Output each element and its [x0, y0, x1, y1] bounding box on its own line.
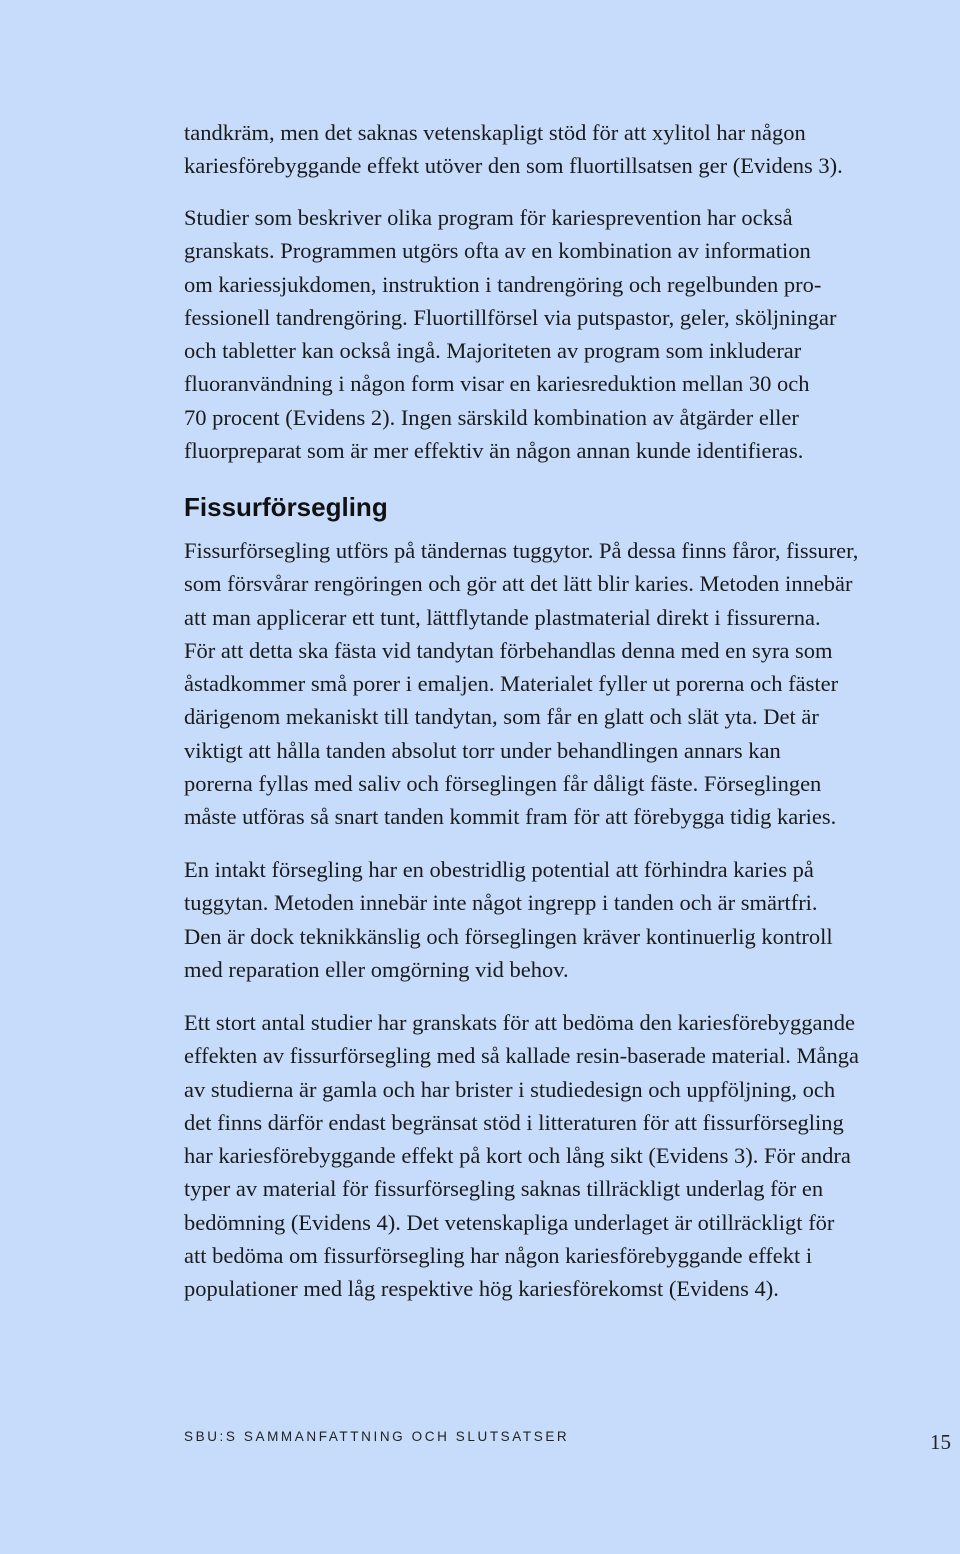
- text-line: effekten av fissurförsegling med så kallade resin-baserade material. Många: [184, 1043, 859, 1069]
- text-line: bedömning (Evidens 4). Det vetenskapliga underlaget är otillräckligt för: [184, 1209, 835, 1235]
- text-line: fluorpreparat som är mer effektiv än någon annan kunde identifieras.: [184, 438, 804, 464]
- running-footer-title: SBU:S SAMMANFATTNING OCH SLUTSATSER: [184, 1429, 570, 1444]
- text-line: För att detta ska fästa vid tandytan förbehandlas denna med en syra som: [184, 637, 833, 663]
- text-line: Studier som beskriver olika program för kariesprevention har också: [184, 205, 793, 230]
- text-line: porerna fyllas med saliv och förseglingen får dåligt fäste. Förseglingen: [184, 771, 822, 797]
- paragraph-studies-evidence: [184, 1006, 954, 1306]
- text-line: av studierna är gamla och har brister i studiedesign och uppföljning, och: [184, 1076, 836, 1102]
- text-line: Den är dock teknikkänslig och förseglingen kräver kontinuerlig kontroll: [184, 923, 833, 949]
- text-line: därigenom mekaniskt till tandytan, som får en glatt och slät yta. Det är: [184, 704, 819, 730]
- text-line: om kariessjukdomen, instruktion i tandrengöring och regelbunden pro-: [184, 271, 822, 297]
- text-line: med reparation eller omgörning vid behov.: [184, 956, 569, 982]
- text-line: fluoranvändning i någon form visar en kariesreduktion mellan 30 och: [184, 371, 810, 397]
- paragraph-fissure-sealing-method: [184, 534, 954, 834]
- text-line: Fissurförsegling utförs på tändernas tuggytor. På dessa finns fåror, fissurer,: [184, 538, 859, 563]
- text-line: populationer med låg respektive hög kariesförekomst (Evidens 4).: [184, 1276, 779, 1302]
- page-number: 15: [930, 1430, 951, 1454]
- text-line: En intakt försegling har en obestridlig potential att förhindra karies på: [184, 857, 814, 882]
- text-line: måste utföras så snart tanden kommit fram för att förebygga tidig karies.: [184, 804, 837, 830]
- text-line: viktigt att hålla tanden absolut torr under behandlingen annars kan: [184, 737, 781, 763]
- text-line: tandkräm, men det saknas vetenskapligt stöd för att xylitol har någon: [184, 120, 806, 145]
- text-line: Ett stort antal studier har granskats för att bedöma den kariesförebyggande: [184, 1010, 856, 1035]
- text-line: granskats. Programmen utgörs ofta av en kombination av information: [184, 238, 811, 264]
- paragraph-prevention-programs: [184, 201, 954, 467]
- text-line: fessionell tandrengöring. Fluortillförsel via putspastor, geler, sköljningar: [184, 304, 837, 330]
- text-line: 70 procent (Evidens 2). Ingen särskild kombination av åtgärder eller: [184, 404, 799, 430]
- text-line: åstadkommer små porer i emaljen. Materialet fyller ut porerna och fäster: [184, 671, 839, 697]
- text-line: tuggytan. Metoden innebär inte något ingrepp i tanden och är smärtfri.: [184, 890, 818, 916]
- text-line: att bedöma om fissurförsegling har någon kariesförebyggande effekt i: [184, 1243, 813, 1269]
- text-line: kariesförebyggande effekt utöver den som fluortillsatsen ger (Evidens 3).: [184, 153, 843, 179]
- paragraph-xylitol: [184, 116, 954, 183]
- text-line: det finns därför endast begränsat stöd i litteraturen för att fissurförsegling: [184, 1109, 844, 1135]
- text-line: typer av material för fissurförsegling saknas tillräckligt underlag för en: [184, 1176, 824, 1202]
- text-line: som försvårar rengöringen och gör att det lätt blir karies. Metoden innebär: [184, 571, 853, 597]
- text-line: och tabletter kan också ingå. Majoriteten av program som inkluderar: [184, 338, 802, 364]
- paragraph-intact-sealing: [184, 853, 954, 986]
- text-line: har kariesförebyggande effekt på kort och lång sikt (Evidens 3). För andra: [184, 1143, 851, 1169]
- section-heading: Fissurförsegling: [184, 492, 388, 522]
- text-line: att man applicerar ett tunt, lättflytande plastmaterial direkt i fissurerna.: [184, 604, 821, 630]
